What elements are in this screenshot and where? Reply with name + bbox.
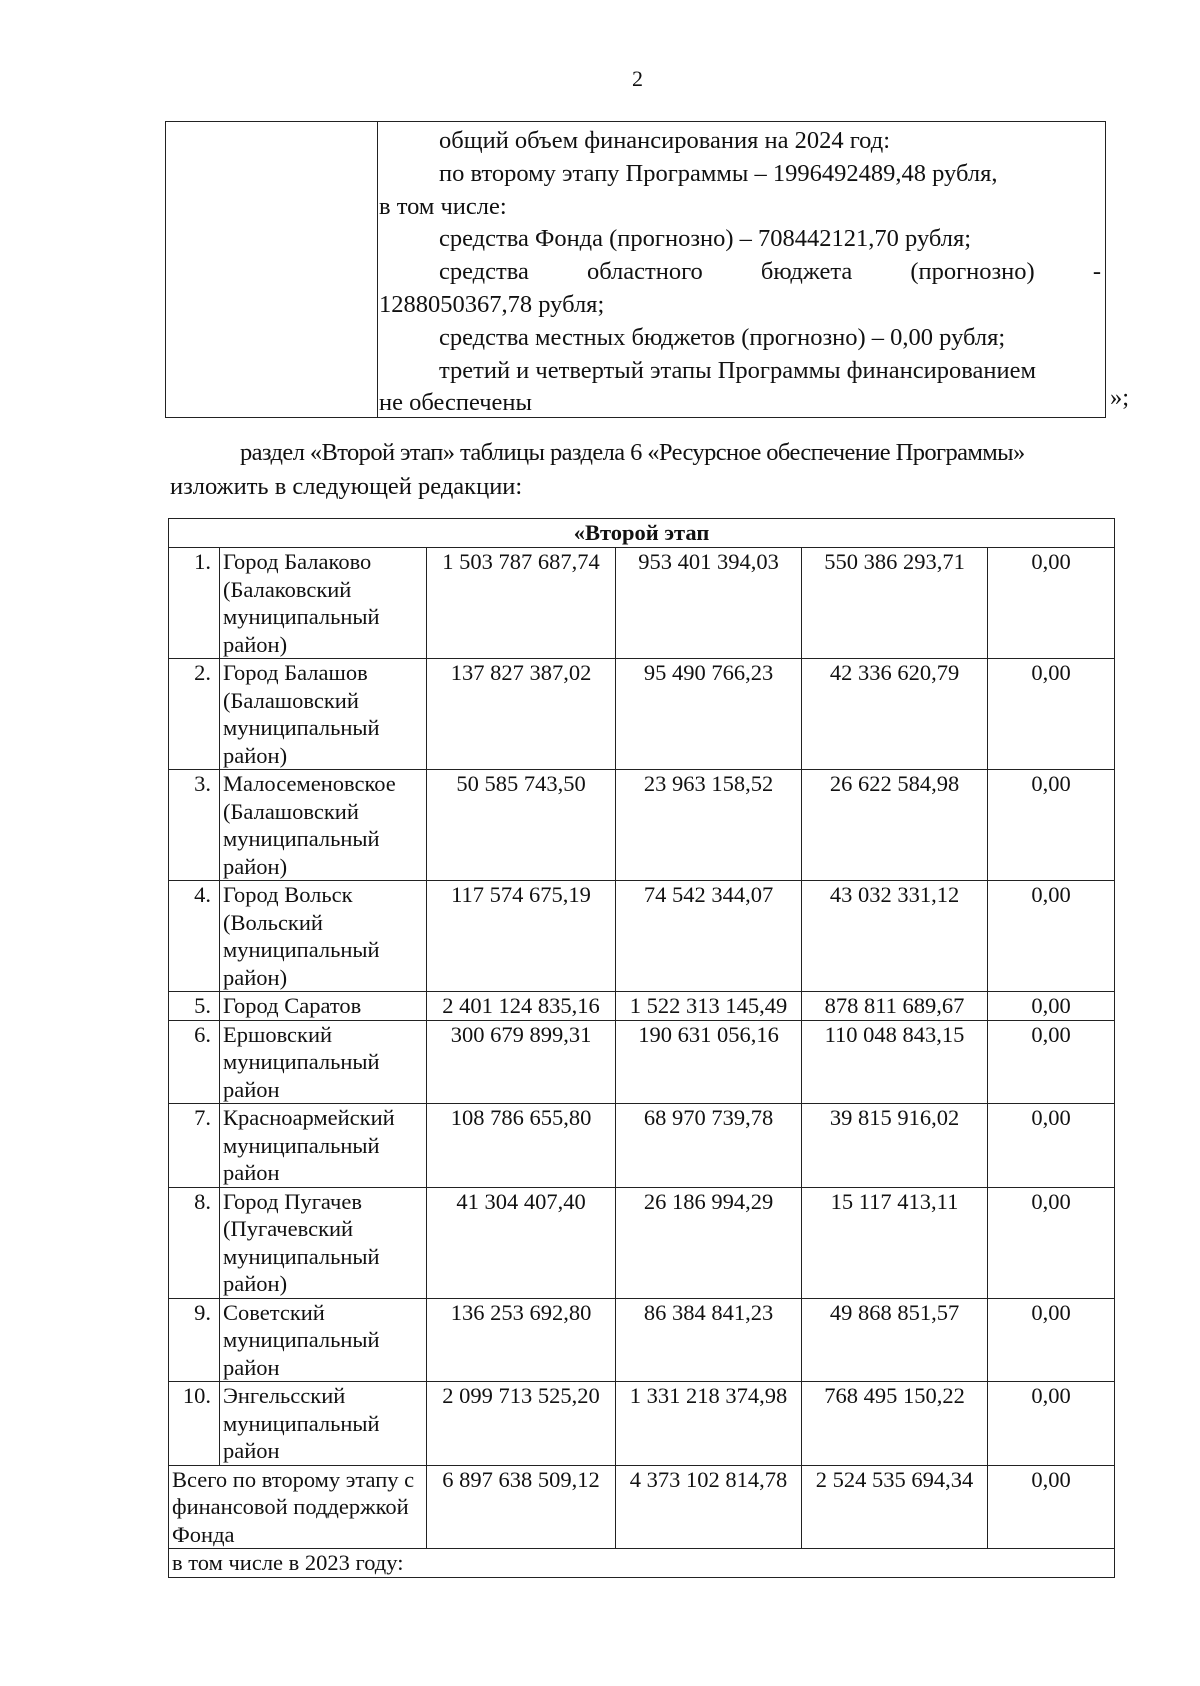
amount-fund: 74 542 344,07 <box>616 881 802 992</box>
amount-total: 137 827 387,02 <box>427 659 616 770</box>
amount-regional: 39 815 916,02 <box>802 1104 988 1188</box>
table-row <box>169 992 1115 1021</box>
table-header: «Второй этап <box>169 519 1115 548</box>
row-number: 6. <box>169 1020 220 1104</box>
row-number: 1. <box>169 548 220 659</box>
amount-local: 0,00 <box>988 1187 1115 1298</box>
amount-fund: 1 331 218 374,98 <box>616 1382 802 1466</box>
amount-total: 1 503 787 687,74 <box>427 548 616 659</box>
amount-regional: 26 622 584,98 <box>802 770 988 881</box>
row-number: 5. <box>169 992 220 1021</box>
amount-total: 117 574 675,19 <box>427 881 616 992</box>
municipality-name: Малосеменовское (Балашовский муниципальный район) <box>220 770 427 881</box>
financing-text-cell <box>379 122 1105 417</box>
municipality-name: Энгельсский муниципальный район <box>220 1382 427 1466</box>
row-number: 8. <box>169 1187 220 1298</box>
table-row <box>169 659 1115 770</box>
amount-local: 0,00 <box>988 1020 1115 1104</box>
financing-line: третий и четвертый этапы Программы финансированием <box>439 356 1036 384</box>
amount-regional: 550 386 293,71 <box>802 548 988 659</box>
table-row <box>169 881 1115 992</box>
amount-regional: 49 868 851,57 <box>802 1298 988 1382</box>
table-row <box>169 1020 1115 1104</box>
municipality-name: Город Балаково (Балаковский муниципальный район) <box>220 548 427 659</box>
row-number: 7. <box>169 1104 220 1188</box>
financing-line: общий объем финансирования на 2024 год: <box>439 127 891 154</box>
second-stage-table <box>168 518 1115 1578</box>
financing-line: 1288050367,78 рубля; <box>379 290 605 318</box>
municipality-name: Город Саратов <box>220 992 427 1021</box>
municipality-name: Город Вольск (Вольский муниципальный район) <box>220 881 427 992</box>
word: (прогнозно) <box>910 258 1035 286</box>
total-row <box>169 1465 1115 1549</box>
instruction-line-1: раздел «Второй этап» таблицы раздела 6 «Ресурсное обеспечение Программы» <box>240 439 1025 466</box>
table-row <box>169 770 1115 881</box>
amount-local: 0,00 <box>988 548 1115 659</box>
amount-local: 0,00 <box>988 770 1115 881</box>
amount-local: 0,00 <box>988 659 1115 770</box>
amount-total: 300 679 899,31 <box>427 1020 616 1104</box>
amount-fund: 953 401 394,03 <box>616 548 802 659</box>
amount-regional: 110 048 843,15 <box>802 1020 988 1104</box>
amount-regional: 15 117 413,11 <box>802 1187 988 1298</box>
table-row <box>169 1104 1115 1188</box>
financing-line: средства Фонда (прогнозно) – 708442121,70 рубля; <box>439 225 972 253</box>
financing-line: не обеспечены <box>379 389 533 417</box>
row-number: 3. <box>169 770 220 881</box>
amount-regional: 42 336 620,79 <box>802 659 988 770</box>
financing-line: средства местных бюджетов (прогнозно) – 0,00 рубля; <box>439 323 1006 351</box>
amount-total: 108 786 655,80 <box>427 1104 616 1188</box>
subtotal-heading: в том числе в 2023 году: <box>169 1549 1115 1578</box>
amount-fund: 68 970 739,78 <box>616 1104 802 1188</box>
amount-regional: 878 811 689,67 <box>802 992 988 1021</box>
amount-local: 0,00 <box>988 992 1115 1021</box>
page-number: 2 <box>632 66 643 91</box>
amount-local: 0,00 <box>988 881 1115 992</box>
row-number: 2. <box>169 659 220 770</box>
table-row <box>169 548 1115 659</box>
word: бюджета <box>760 258 853 286</box>
closing-quote: »; <box>1110 384 1130 411</box>
amount-total: 41 304 407,40 <box>427 1187 616 1298</box>
empty-label-cell <box>166 122 378 417</box>
amount-regional: 43 032 331,12 <box>802 881 988 992</box>
amount-fund: 190 631 056,16 <box>616 1020 802 1104</box>
word: областного <box>586 258 703 286</box>
total-amount: 6 897 638 509,12 <box>427 1465 616 1549</box>
total-fund: 4 373 102 814,78 <box>616 1465 802 1549</box>
table-row <box>169 1187 1115 1298</box>
municipality-name: Красноармейский муниципальный район <box>220 1104 427 1188</box>
row-number: 10. <box>169 1382 220 1466</box>
municipality-name: Ершовский муниципальный район <box>220 1020 427 1104</box>
financing-summary-box <box>165 121 1106 418</box>
financing-line: по второму этапу Программы – 1996492489,48 рубля, <box>439 159 998 187</box>
financing-line: в том числе: <box>379 192 507 220</box>
amount-local: 0,00 <box>988 1298 1115 1382</box>
municipality-name: Город Балашов (Балашовский муниципальный район) <box>220 659 427 770</box>
amount-fund: 95 490 766,23 <box>616 659 802 770</box>
total-label: Всего по второму этапу с финансовой поддержкой Фонда <box>169 1465 427 1549</box>
municipality-name: Город Пугачев (Пугачевский муниципальный район) <box>220 1187 427 1298</box>
row-number: 4. <box>169 881 220 992</box>
amount-total: 2 401 124 835,16 <box>427 992 616 1021</box>
table-row <box>169 1382 1115 1466</box>
municipality-name: Советский муниципальный район <box>220 1298 427 1382</box>
subtotal-heading-row <box>169 1549 1115 1578</box>
total-local: 0,00 <box>988 1465 1115 1549</box>
amount-fund: 23 963 158,52 <box>616 770 802 881</box>
amount-local: 0,00 <box>988 1104 1115 1188</box>
word: средства <box>439 258 529 286</box>
amount-fund: 86 384 841,23 <box>616 1298 802 1382</box>
word: - <box>1092 258 1101 286</box>
instruction-line-2: изложить в следующей редакции: <box>170 473 523 500</box>
amount-fund: 1 522 313 145,49 <box>616 992 802 1021</box>
amount-total: 136 253 692,80 <box>427 1298 616 1382</box>
financing-line-justified <box>379 256 1105 289</box>
row-number: 9. <box>169 1298 220 1382</box>
amount-local: 0,00 <box>988 1382 1115 1466</box>
table-row <box>169 1298 1115 1382</box>
amount-fund: 26 186 994,29 <box>616 1187 802 1298</box>
total-regional: 2 524 535 694,34 <box>802 1465 988 1549</box>
amount-total: 2 099 713 525,20 <box>427 1382 616 1466</box>
amount-regional: 768 495 150,22 <box>802 1382 988 1466</box>
amount-total: 50 585 743,50 <box>427 770 616 881</box>
instruction-paragraph <box>170 436 1110 504</box>
